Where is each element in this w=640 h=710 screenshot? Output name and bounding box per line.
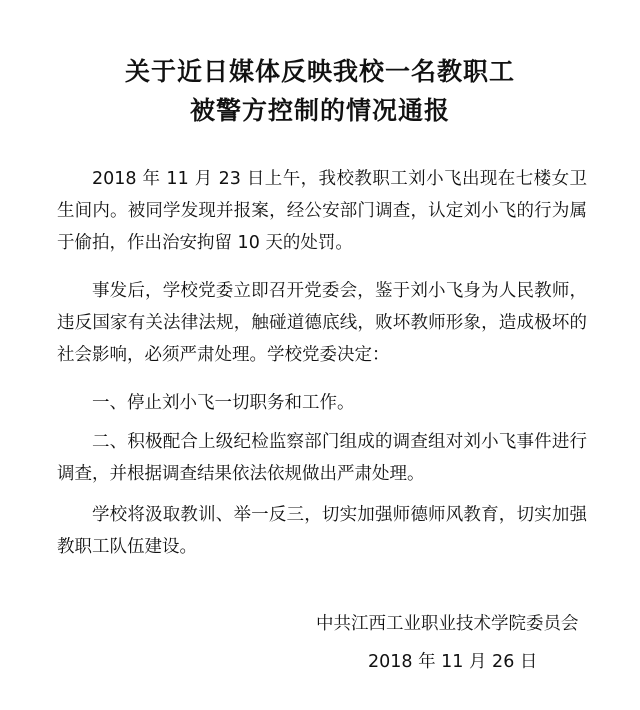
paragraph-decision-item-1: 一、停止刘小飞一切职务和工作。 <box>92 393 355 413</box>
notice-title-line-2: 被警方控制的情况通报 <box>189 96 450 125</box>
paragraph-party-decision: 事发后，学校党委立即召开党委会，鉴于刘小飞身为人民教师，违反国家有关法律法规，触碰道德底线，败坏教师形象，造成极坏的社会影响，必须严肃处理。学校党委决定： <box>57 281 587 365</box>
signature-date: 2018 年 11 月 26 日 <box>368 652 538 672</box>
paragraph-incident: 2018 年 11 月 23 日上午，我校教职工刘小飞出现在七楼女卫生间内。被同学发现并报案，经公安部门调查，认定刘小飞的行为属于偷拍，作出治安拘留 10 天的处罚。 <box>57 169 587 253</box>
signature-organization: 中共江西工业职业技术学院委员会 <box>316 614 579 634</box>
notice-title-line-1: 关于近日媒体反映我校一名教职工 <box>124 57 515 86</box>
paragraph-decision-item-2: 二、积极配合上级纪检监察部门组成的调查组对刘小飞事件进行调查，并根据调查结果依法依规做出严肃处理。 <box>57 432 587 484</box>
paragraph-closing: 学校将汲取教训、举一反三，切实加强师德师风教育，切实加强教职工队伍建设。 <box>57 505 587 557</box>
